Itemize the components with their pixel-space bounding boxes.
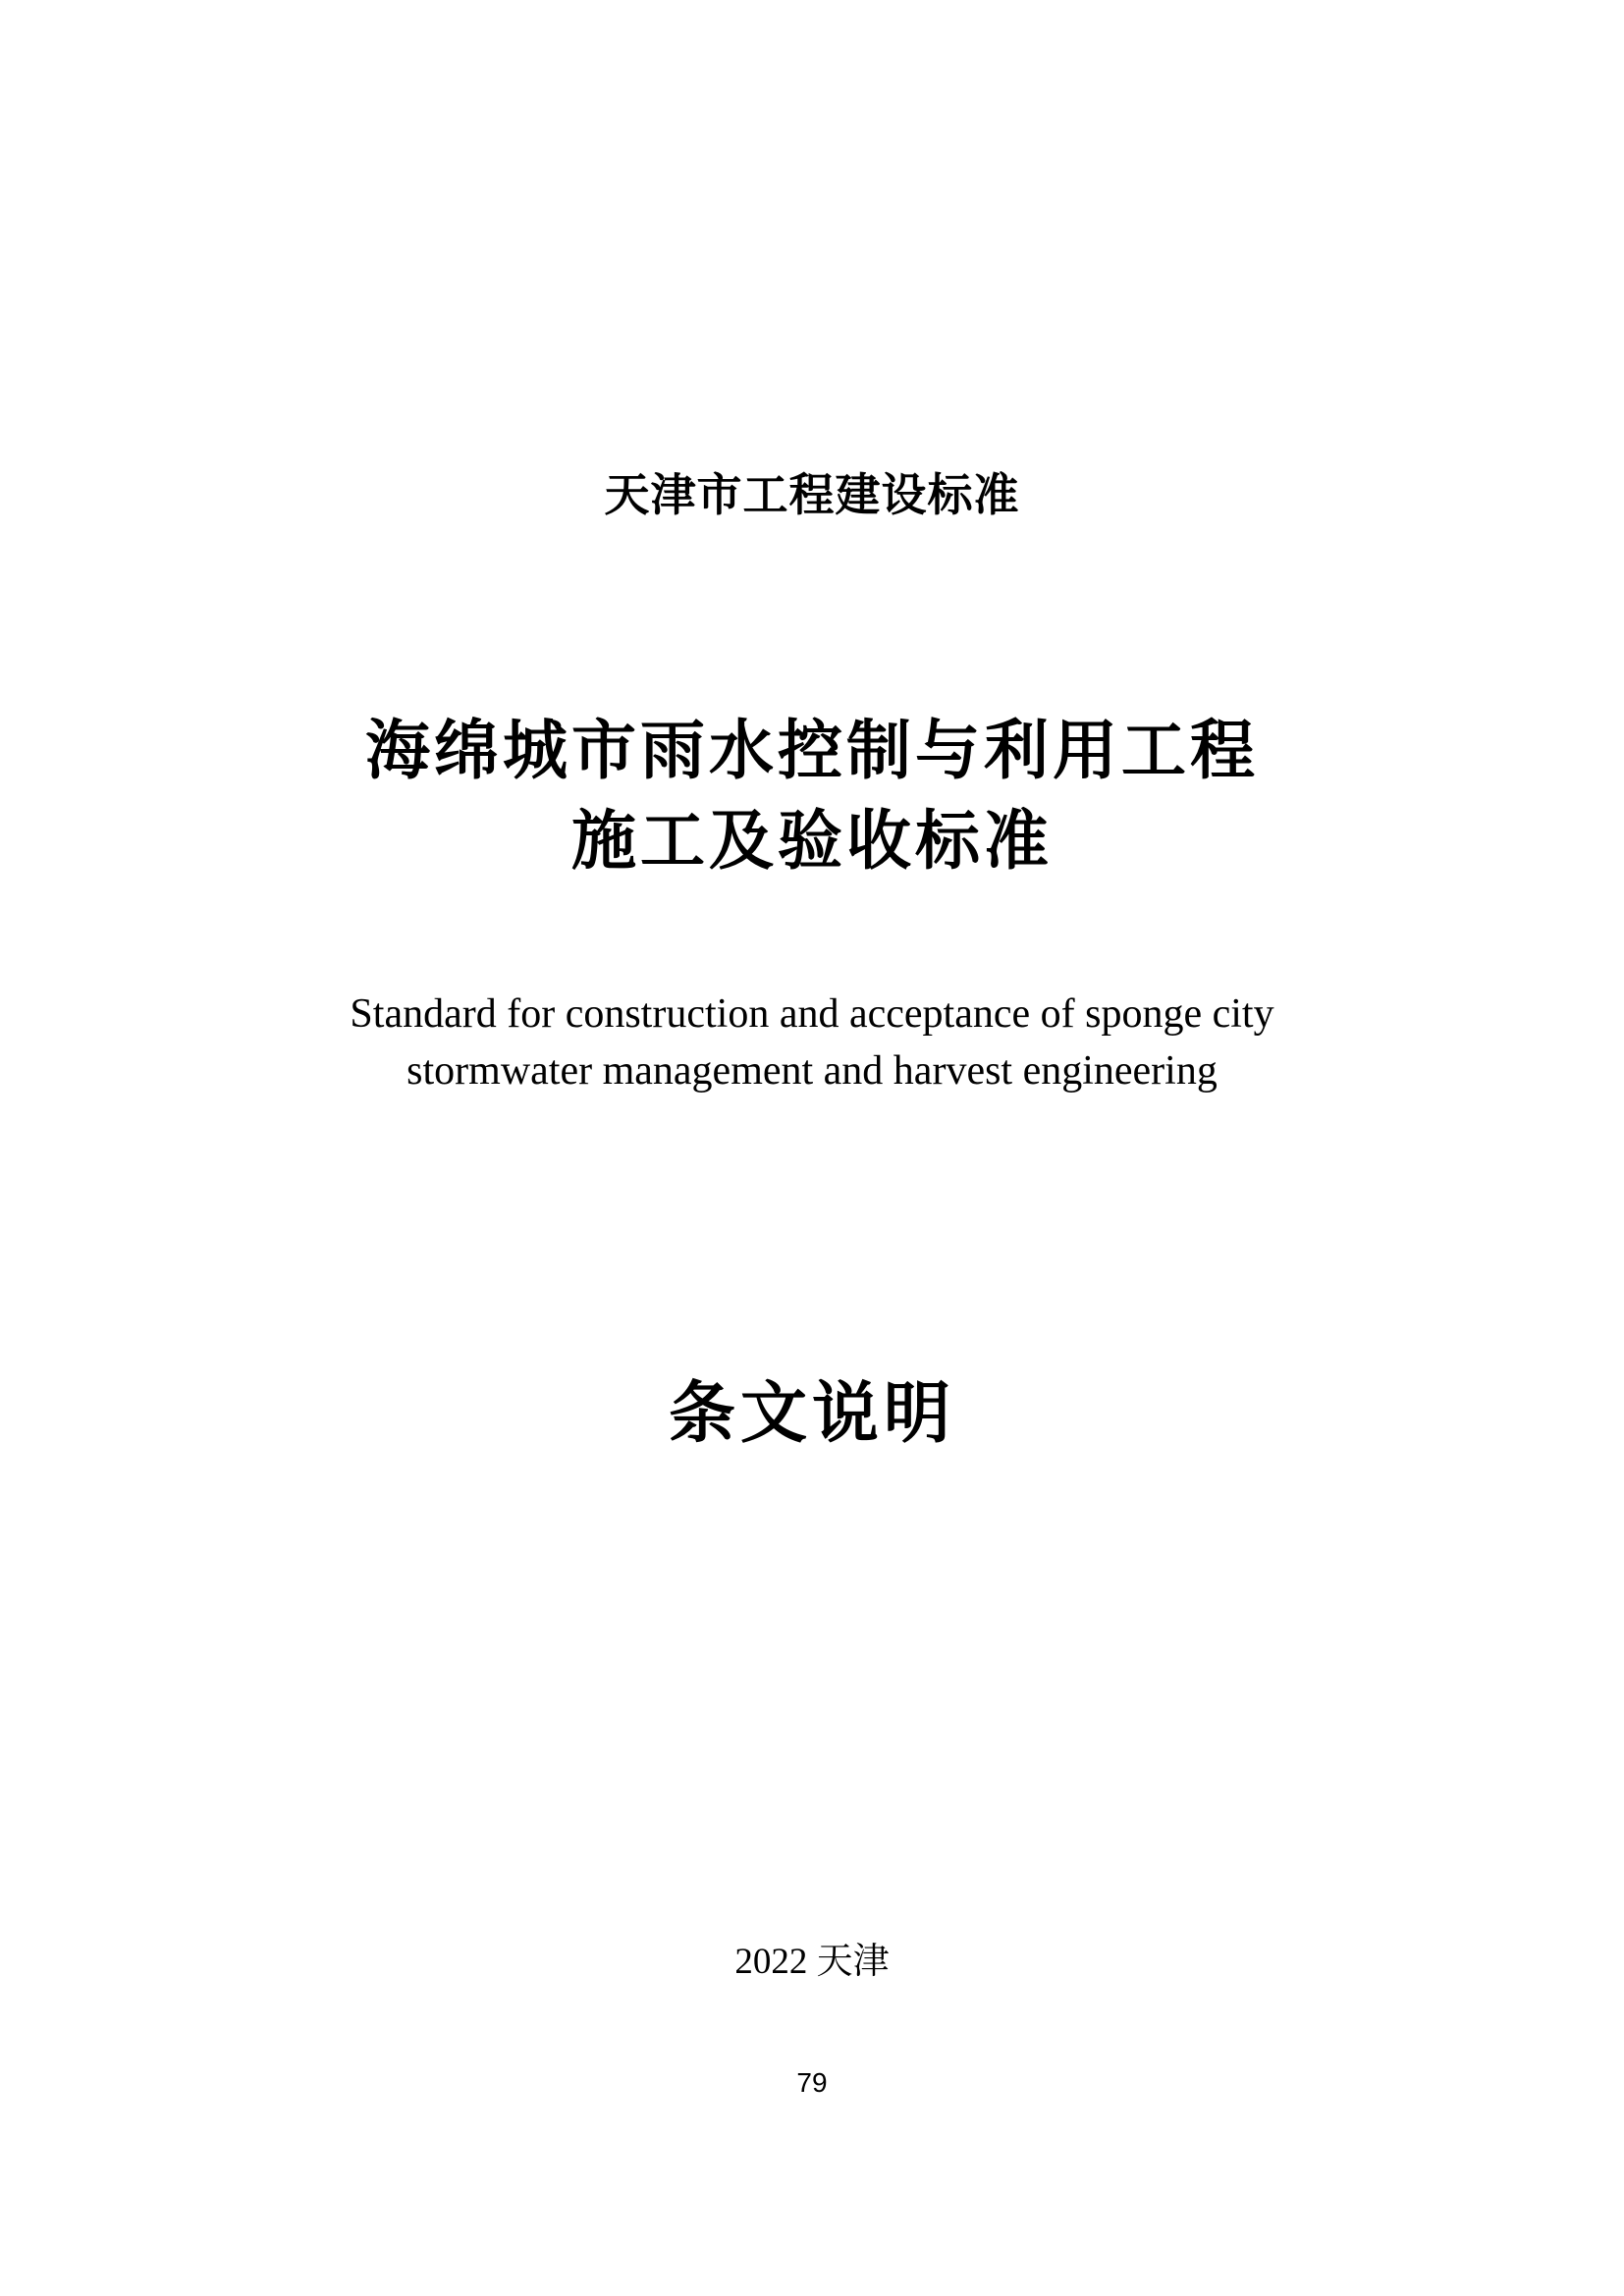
document-title-english [0, 986, 1624, 1099]
document-title-english-line-1: Standard for construction and acceptance of sponge city [350, 991, 1274, 1037]
document-title [0, 705, 1624, 885]
document-title-line-2: 施工及验收标准 [571, 804, 1053, 877]
standard-category-label: 天津市工程建设标准 [604, 469, 1020, 520]
page-number: 79 [796, 2067, 828, 2098]
section-heading: 条文说明 [668, 1376, 955, 1451]
document-title-english-line-2: stormwater management and harvest engineering [406, 1048, 1218, 1094]
publication-imprint: 2022 天津 [734, 1942, 890, 1982]
document-title-line-1: 海绵城市雨水控制与利用工程 [365, 714, 1259, 786]
